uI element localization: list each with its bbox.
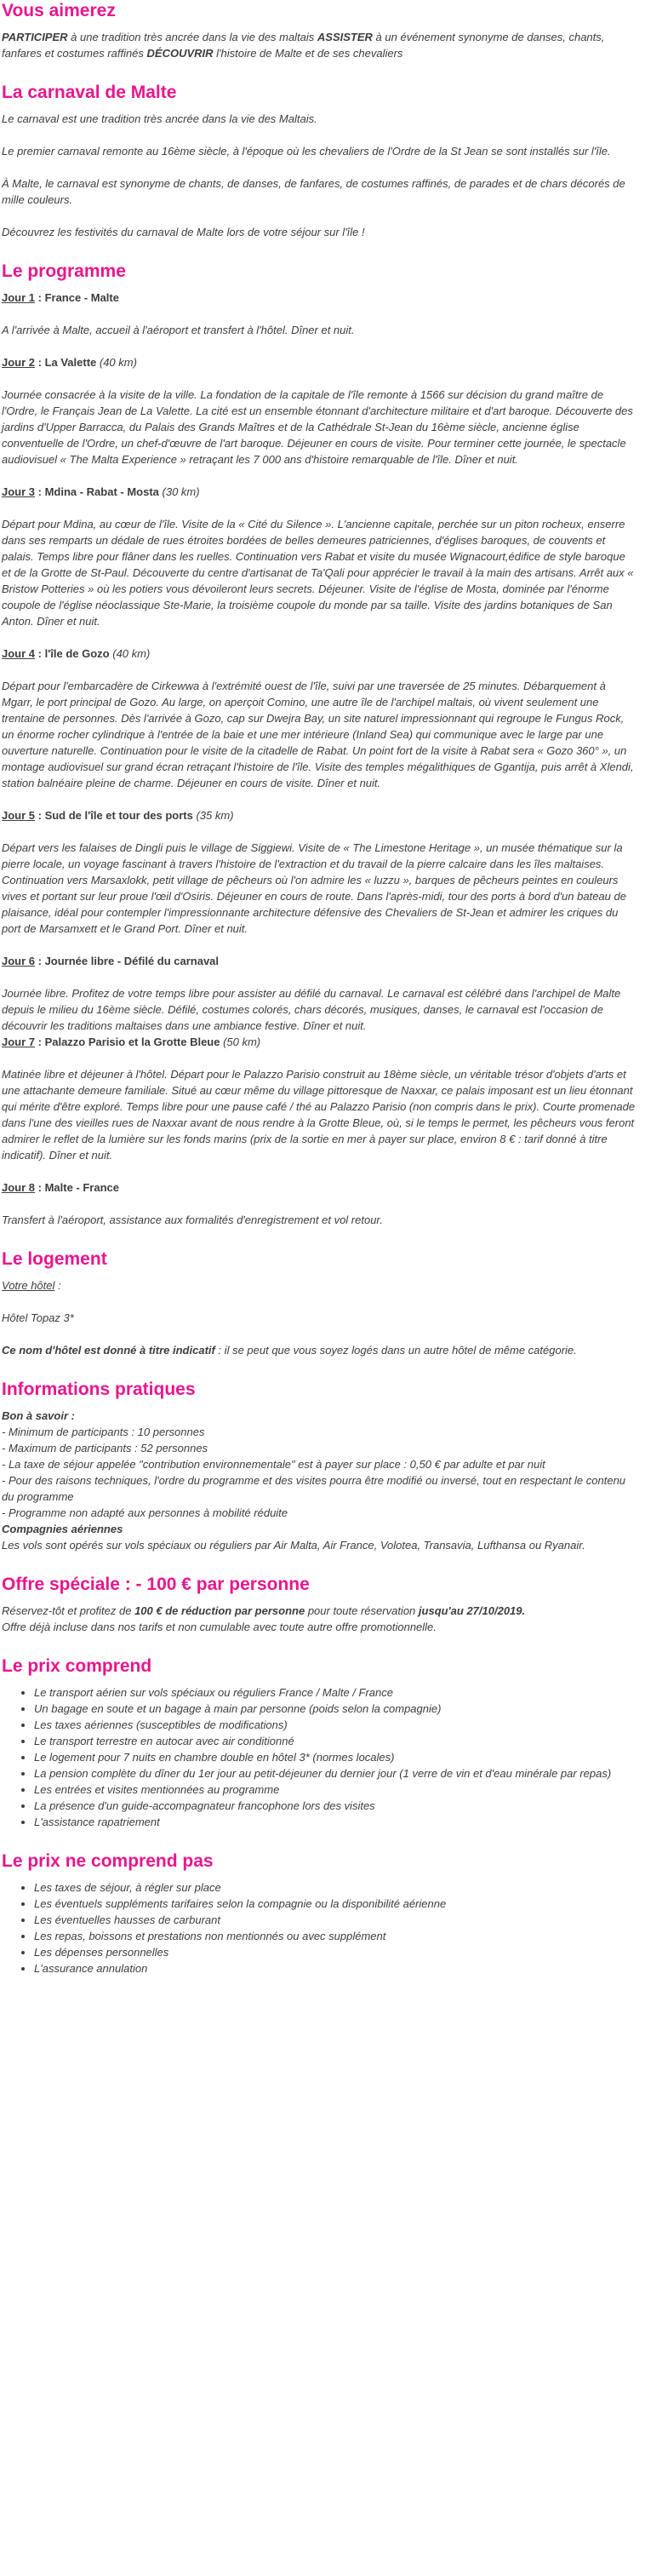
info-line: - La taxe de séjour appelée "contribution environnementale" est à payer sur place : 0,50 € par adulte et par nuit (2, 1458, 545, 1471)
section-title-programme: Le programme (2, 261, 126, 281)
hotel-name: Hôtel Topaz 3* (2, 1311, 74, 1324)
info-line: - Minimum de participants : 10 personnes (2, 1426, 205, 1438)
list-item: • Le transport terrestre en autocar avec air conditionné (34, 1733, 636, 1749)
aimerez-text-3: l'histoire de Malte et de ses chevaliers (213, 47, 403, 60)
list-item: • L'assurance annulation (34, 1960, 636, 1976)
day-distance: (40 km) (109, 647, 151, 660)
day-title (2, 290, 636, 306)
day-name: : Journée libre - Défilé du carnaval (35, 955, 220, 967)
day-title (2, 953, 636, 969)
day-label: Jour 3 (2, 485, 36, 498)
compagnies-text: Les vols sont opérés sur vols spéciaux ou réguliers par Air Malta, Air France, Volotea, Transavia, Lufthansa ou Ryanair. (2, 1539, 585, 1552)
offre-discount: 100 € de réduction par personne (134, 1604, 305, 1617)
programme-days (2, 290, 636, 1228)
info-line: - Programme non adapté aux personnes à mobilité réduite (2, 1506, 288, 1519)
aimerez-text-1: à une tradition très ancrée dans la vie des maltais (67, 31, 317, 43)
day-name: : Mdina - Rabat - Mosta (35, 485, 159, 498)
day-name: : France - Malte (35, 291, 119, 304)
day-distance: (50 km) (220, 1036, 261, 1048)
list-item: • Les éventuelles hausses de carburant (34, 1912, 636, 1928)
section-title-carnaval: La carnaval de Malte (2, 83, 177, 102)
day-label: Jour 1 (2, 291, 36, 304)
day-block (2, 290, 636, 338)
day-name: : Palazzo Parisio et la Grotte Bleue (35, 1036, 220, 1048)
section-title-infos: Informations pratiques (2, 1380, 196, 1399)
list-item: • La présence d'un guide-accompagnateur francophone lors des visites (34, 1798, 636, 1814)
day-name: : l'île de Gozo (35, 647, 110, 660)
day-text: Matinée libre et déjeuner à l'hôtel. Départ pour le Palazzo Parisio construit au 18ème siècle, un véritable trésor d'objets d'arts et une attachante demeure familiale. Situé au cœur même du village pittoresque de Naxxar, ce palais imposant est un lieu étonnant qui mérite d'être exploré. Temps libre pour une pause café / thé au Palazzo Parisio (non compris dans le prix). Courte promenade dans l'une des vieilles rues de Naxxar avant de nous rendre à la Grotte Bleue, où, si le temps le permet, les pêcheurs vous feront admirer le reflet de la lumière sur les fonds marins (prix de la sortie en mer à payer sur place, environ 8 € : tarif donné à titre indicatif). Dîner et nuit. (2, 1068, 636, 1162)
hotel-note-rest: : il se peut que vous soyez logés dans un autre hôtel de même catégorie. (214, 1344, 577, 1357)
day-block (2, 1179, 636, 1228)
day-title (2, 354, 636, 370)
day-block (2, 645, 636, 791)
day-title (2, 1034, 636, 1050)
hotel-note-bold: Ce nom d'hôtel est donné à titre indicatif (2, 1344, 215, 1357)
day-label: Jour 5 (2, 809, 36, 822)
list-item: • L'assistance rapatriement (34, 1814, 636, 1830)
day-label: Jour 7 (2, 1036, 36, 1048)
day-name: : La Valette (35, 356, 97, 369)
list-item: • Les éventuels suppléments tarifaires selon la compagnie ou la disponibilité aérienne (34, 1896, 636, 1912)
list-item: • Un bagage en soute et un bagage à main par personne (poids selon la compagnie) (34, 1701, 636, 1717)
offre-date: jusqu'au 27/10/2019. (418, 1604, 526, 1617)
list-item: • Les taxes de séjour, à régler sur place (34, 1879, 636, 1896)
day-block (2, 354, 636, 468)
hotel-label: Votre hôtel (2, 1279, 55, 1292)
day-name: : Sud de l'île et tour des ports (35, 809, 193, 822)
hotel-label-line (2, 1277, 636, 1294)
assister-label: ASSISTER (317, 31, 373, 43)
day-text: Départ vers les falaises de Dingli puis le village de Siggiewi. Visite de « The Limestone Heritage », un musée thématique sur la pierre locale, un voyage fascinant à travers l'histoire de l'extraction et du travail de la pierre calcaire dans les îles maltaises. Continuation vers Marsaxlokk, petit village de pêcheurs où l'on admire les « luzzu », barques de pêcheurs peintes en couleurs vives et portant sur leur proue l'œil d'Osiris. Déjeuner en cours de route. Dans l'après-midi, tour des ports à bord d'un bateau de plaisance, idéal pour contempler l'impressionnante architecture défensive des Chevaliers de St-Jean et admirer les criques du port de Marsamxett et le Grand Port. Dîner et nuit. (2, 841, 626, 935)
day-label: Jour 2 (2, 356, 36, 369)
carnaval-paragraph-4: Découvrez les festivités du carnaval de Malte lors de votre séjour sur l'île ! (2, 226, 365, 238)
day-title (2, 484, 636, 500)
day-text: Journée consacrée à la visite de la ville. La fondation de la capitale de l'île remonte à 1566 sur décision du grand maître de l'Ordre, le Français Jean de La Valette. La cité est un ensemble étonnant d'architecture militaire et d'art baroque. Découverte des jardins d'Upper Barracca, du Palais des Grands Maîtres et de la Cathédrale St-Jean du 16ème siècle, ancienne église conventuelle de l'Ordre, un chef-d'œuvre de l'art baroque. Déjeuner en cours de visite. Pour terminer cette journée, le spectacle audiovisuel « The Malta Experience » retraçant les 7 000 ans d'histoire remarquable de l'île. Dîner et nuit. (2, 388, 633, 466)
compagnies-label: Compagnies aériennes (2, 1523, 123, 1535)
hotel-note (2, 1342, 636, 1358)
list-item: • Les repas, boissons et prestations non mentionnés ou avec supplément (34, 1928, 636, 1944)
comprend-list (2, 1684, 636, 1830)
offre-text (2, 1603, 636, 1619)
offre-note: Offre déjà incluse dans nos tarifs et non cumulable avec toute autre offre promotionnelle. (2, 1621, 437, 1633)
day-label: Jour 4 (2, 647, 36, 660)
offre-text-2: pour toute réservation (305, 1604, 419, 1617)
day-name: : Malte - France (35, 1181, 119, 1194)
day-block (2, 807, 636, 937)
ne-comprend-list (2, 1879, 636, 1976)
aimerez-text-2: à un événement synonyme de danses, chants, fanfares et costumes raffinés (2, 31, 605, 60)
day-label: Jour 8 (2, 1181, 36, 1194)
day-text: Départ pour l'embarcadère de Cirkewwa à l'extrémité ouest de l'île, suivi par une traversée de 25 minutes. Débarquement à Mgarr, le port principal de Gozo. Au large, on aperçoit Comino, une autre île de l'archipel maltais, où vivent seulement une trentaine de personnes. Dès l'arrivée à Gozo, cap sur Dwejra Bay, un site naturel impressionnant qui regroupe le Fungus Rock, un énorme rocher cylindrique à l'entrée de la baie et une mer intérieure (Inland Sea) qui communique avec le large par une ouverture naturelle. Continuation pour le visite de la citadelle de Rabat. Un point fort de la visite à Rabat sera « Gozo 360° », un montage audiovisuel sur grand écran retraçant l'histoire de l'île. Visite des temples mégalithiques de Ggantija, puis arrêt à Xlendi, station balnéaire pleine de charme. Déjeuner en cours de visite. Dîner et nuit. (2, 680, 634, 789)
list-item: • Le logement pour 7 nuits en chambre double en hôtel 3* (normes locales) (34, 1749, 636, 1765)
decouvrir-label: DÉCOUVRIR (146, 47, 214, 60)
list-item: • Les dépenses personnelles (34, 1944, 636, 1960)
day-text: Transfert à l'aéroport, assistance aux formalités d'enregistrement et vol retour. (2, 1213, 383, 1226)
day-text: Journée libre. Profitez de votre temps libre pour assister au défilé du carnaval. Le carnaval est célébré dans l'archipel de Malte depuis le milieu du 16ème siècle. Défilé, costumes colorés, chars décorés, musiques, danses, le carnaval est l'occasion de découvrir les traditions maltaises dans une ambiance festive. Dîner et nuit. (2, 987, 621, 1032)
carnaval-paragraph-1: Le carnaval est une tradition très ancrée dans la vie des Maltais. (2, 112, 317, 125)
day-distance: (40 km) (96, 356, 137, 369)
day-text: A l'arrivée à Malte, accueil à l'aéroport et transfert à l'hôtel. Dîner et nuit. (2, 324, 355, 336)
day-title (2, 645, 636, 662)
hotel-label-suffix: : (54, 1279, 61, 1292)
day-title (2, 807, 636, 823)
participer-label: PARTICIPER (2, 31, 68, 43)
section-title-ne-comprend: Le prix ne comprend pas (2, 1851, 214, 1871)
section-title-offre: Offre spéciale : - 100 € par personne (2, 1575, 310, 1594)
info-line: - Maximum de participants : 52 personnes (2, 1442, 208, 1454)
section-title-aimerez: Vous aimerez (2, 1, 116, 20)
offre-text-1: Réservez-tôt et profitez de (2, 1604, 135, 1617)
list-item: • Le transport aérien sur vols spéciaux ou réguliers France / Malte / France (34, 1684, 636, 1701)
section-title-comprend: Le prix comprend (2, 1656, 152, 1676)
day-block (2, 1034, 636, 1163)
aimerez-text (2, 29, 636, 61)
section-title-logement: Le logement (2, 1249, 107, 1269)
list-item: • Les taxes aériennes (susceptibles de modifications) (34, 1717, 636, 1733)
list-item: • Les entrées et visites mentionnées au programme (34, 1781, 636, 1798)
day-title (2, 1179, 636, 1196)
list-item: • La pension complète du dîner du 1er jour au petit-déjeuner du dernier jour (1 verre de vin et d'eau minérale par repas) (34, 1765, 636, 1781)
info-line: - Pour des raisons techniques, l'ordre du programme et des visites pourra être modifié ou inversé, tout en respectant le contenu du programme (2, 1474, 626, 1503)
carnaval-paragraph-2: Le premier carnaval remonte au 16ème siècle, à l'époque où les chevaliers de l'Ordre de la St Jean se sont installés sur l'île. (2, 145, 611, 158)
day-distance: (30 km) (158, 485, 200, 498)
day-text: Départ pour Mdina, au cœur de l'île. Visite de la « Cité du Silence ». L'ancienne capitale, perchée sur un piton rocheux, enserre dans ses remparts un dédale de rues étroites bordées de belles demeures patriciennes, d'églises baroques, de couvents et palais. Temps libre pour flâner dans les ruelles. Continuation vers Rabat et visite du musée Wignacourt,édifice de style baroque et de la Grotte de St-Paul. Découverte du centre d'artisanat de Ta'Qali pour apprécier le travail à la main des artisans. Arrêt aux « Bristow Potteries » où les potiers vous dévoileront leurs secrets. Déjeuner. Visite de l'église de Mosta, dominée par l'énorme coupole de l'église néoclassique Ste-Marie, la troisième coupole du monde par sa taille. Visite des jardins botaniques de San Anton. Dîner et nuit. (2, 518, 634, 628)
bon-a-savoir-label: Bon à savoir : (2, 1409, 75, 1422)
day-block (2, 484, 636, 629)
day-distance: (35 km) (192, 809, 234, 822)
day-block (2, 953, 636, 1034)
carnaval-paragraph-3: À Malte, le carnaval est synonyme de chants, de danses, de fanfares, de costumes raffinés, de parades et de chars décorés de mille couleurs. (2, 177, 625, 206)
day-label: Jour 6 (2, 955, 36, 967)
